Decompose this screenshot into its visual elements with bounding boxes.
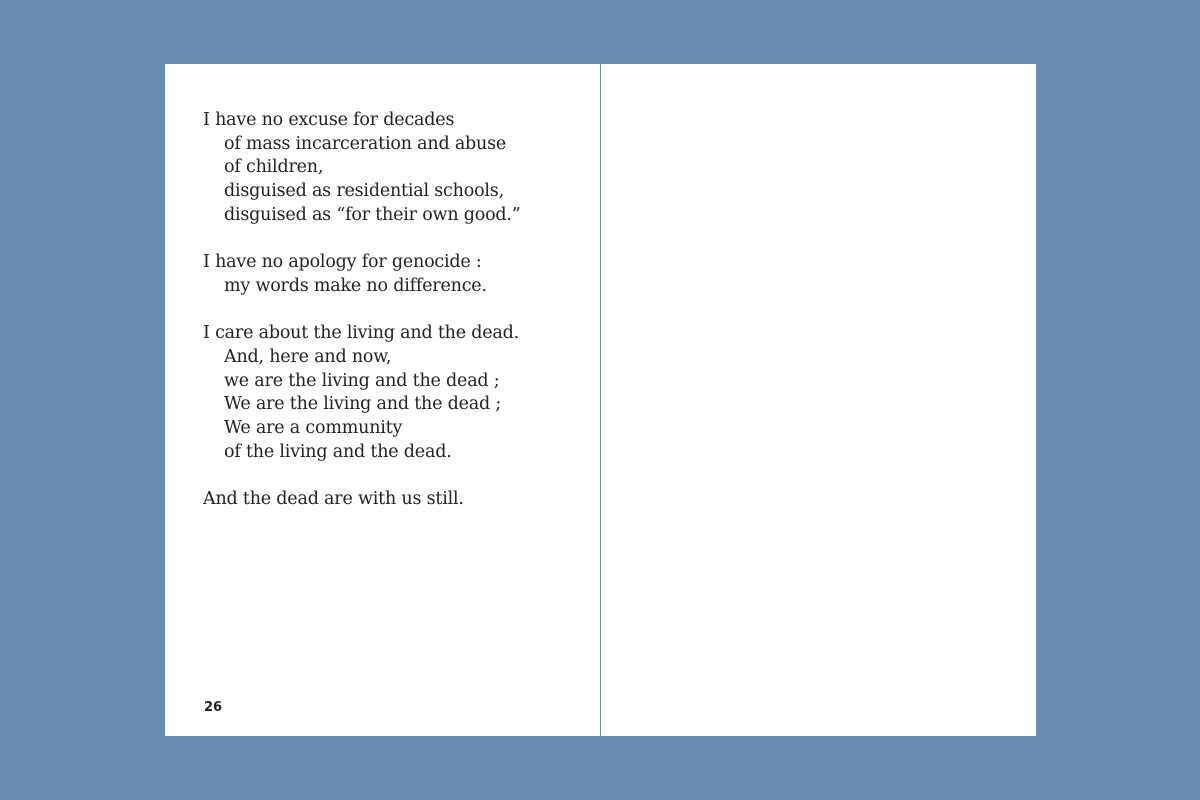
poem-line: disguised as “for their own good.” (224, 204, 521, 225)
poem-line: my words make no difference. (224, 275, 487, 296)
poem-line: And, here and now, (224, 347, 392, 367)
poem-line: We are the living and the dead ; (224, 394, 502, 415)
poem-line: of the living and the dead. (224, 441, 452, 462)
poem-line: And the dead are with us still. (203, 489, 464, 510)
page-number: 26 (204, 700, 223, 715)
book-spread (165, 64, 1036, 736)
poem-line: We are a community (224, 418, 403, 439)
stanza (203, 251, 583, 298)
left-page (165, 64, 600, 736)
poem-line: I have no excuse for decades (203, 110, 455, 130)
poem-line: of mass incarceration and abuse (224, 133, 507, 154)
stanza (203, 322, 583, 464)
poem-line: disguised as residential schools, (224, 181, 504, 202)
poem-line: of children, (224, 157, 324, 178)
stanza (203, 488, 583, 512)
poem-line: I have no apology for genocide : (203, 252, 482, 273)
poem-line: I care about the living and the dead. (203, 323, 520, 344)
stanza (203, 109, 583, 228)
poem (203, 109, 583, 512)
right-page (601, 64, 1036, 736)
poem-line: we are the living and the dead ; (224, 370, 500, 391)
